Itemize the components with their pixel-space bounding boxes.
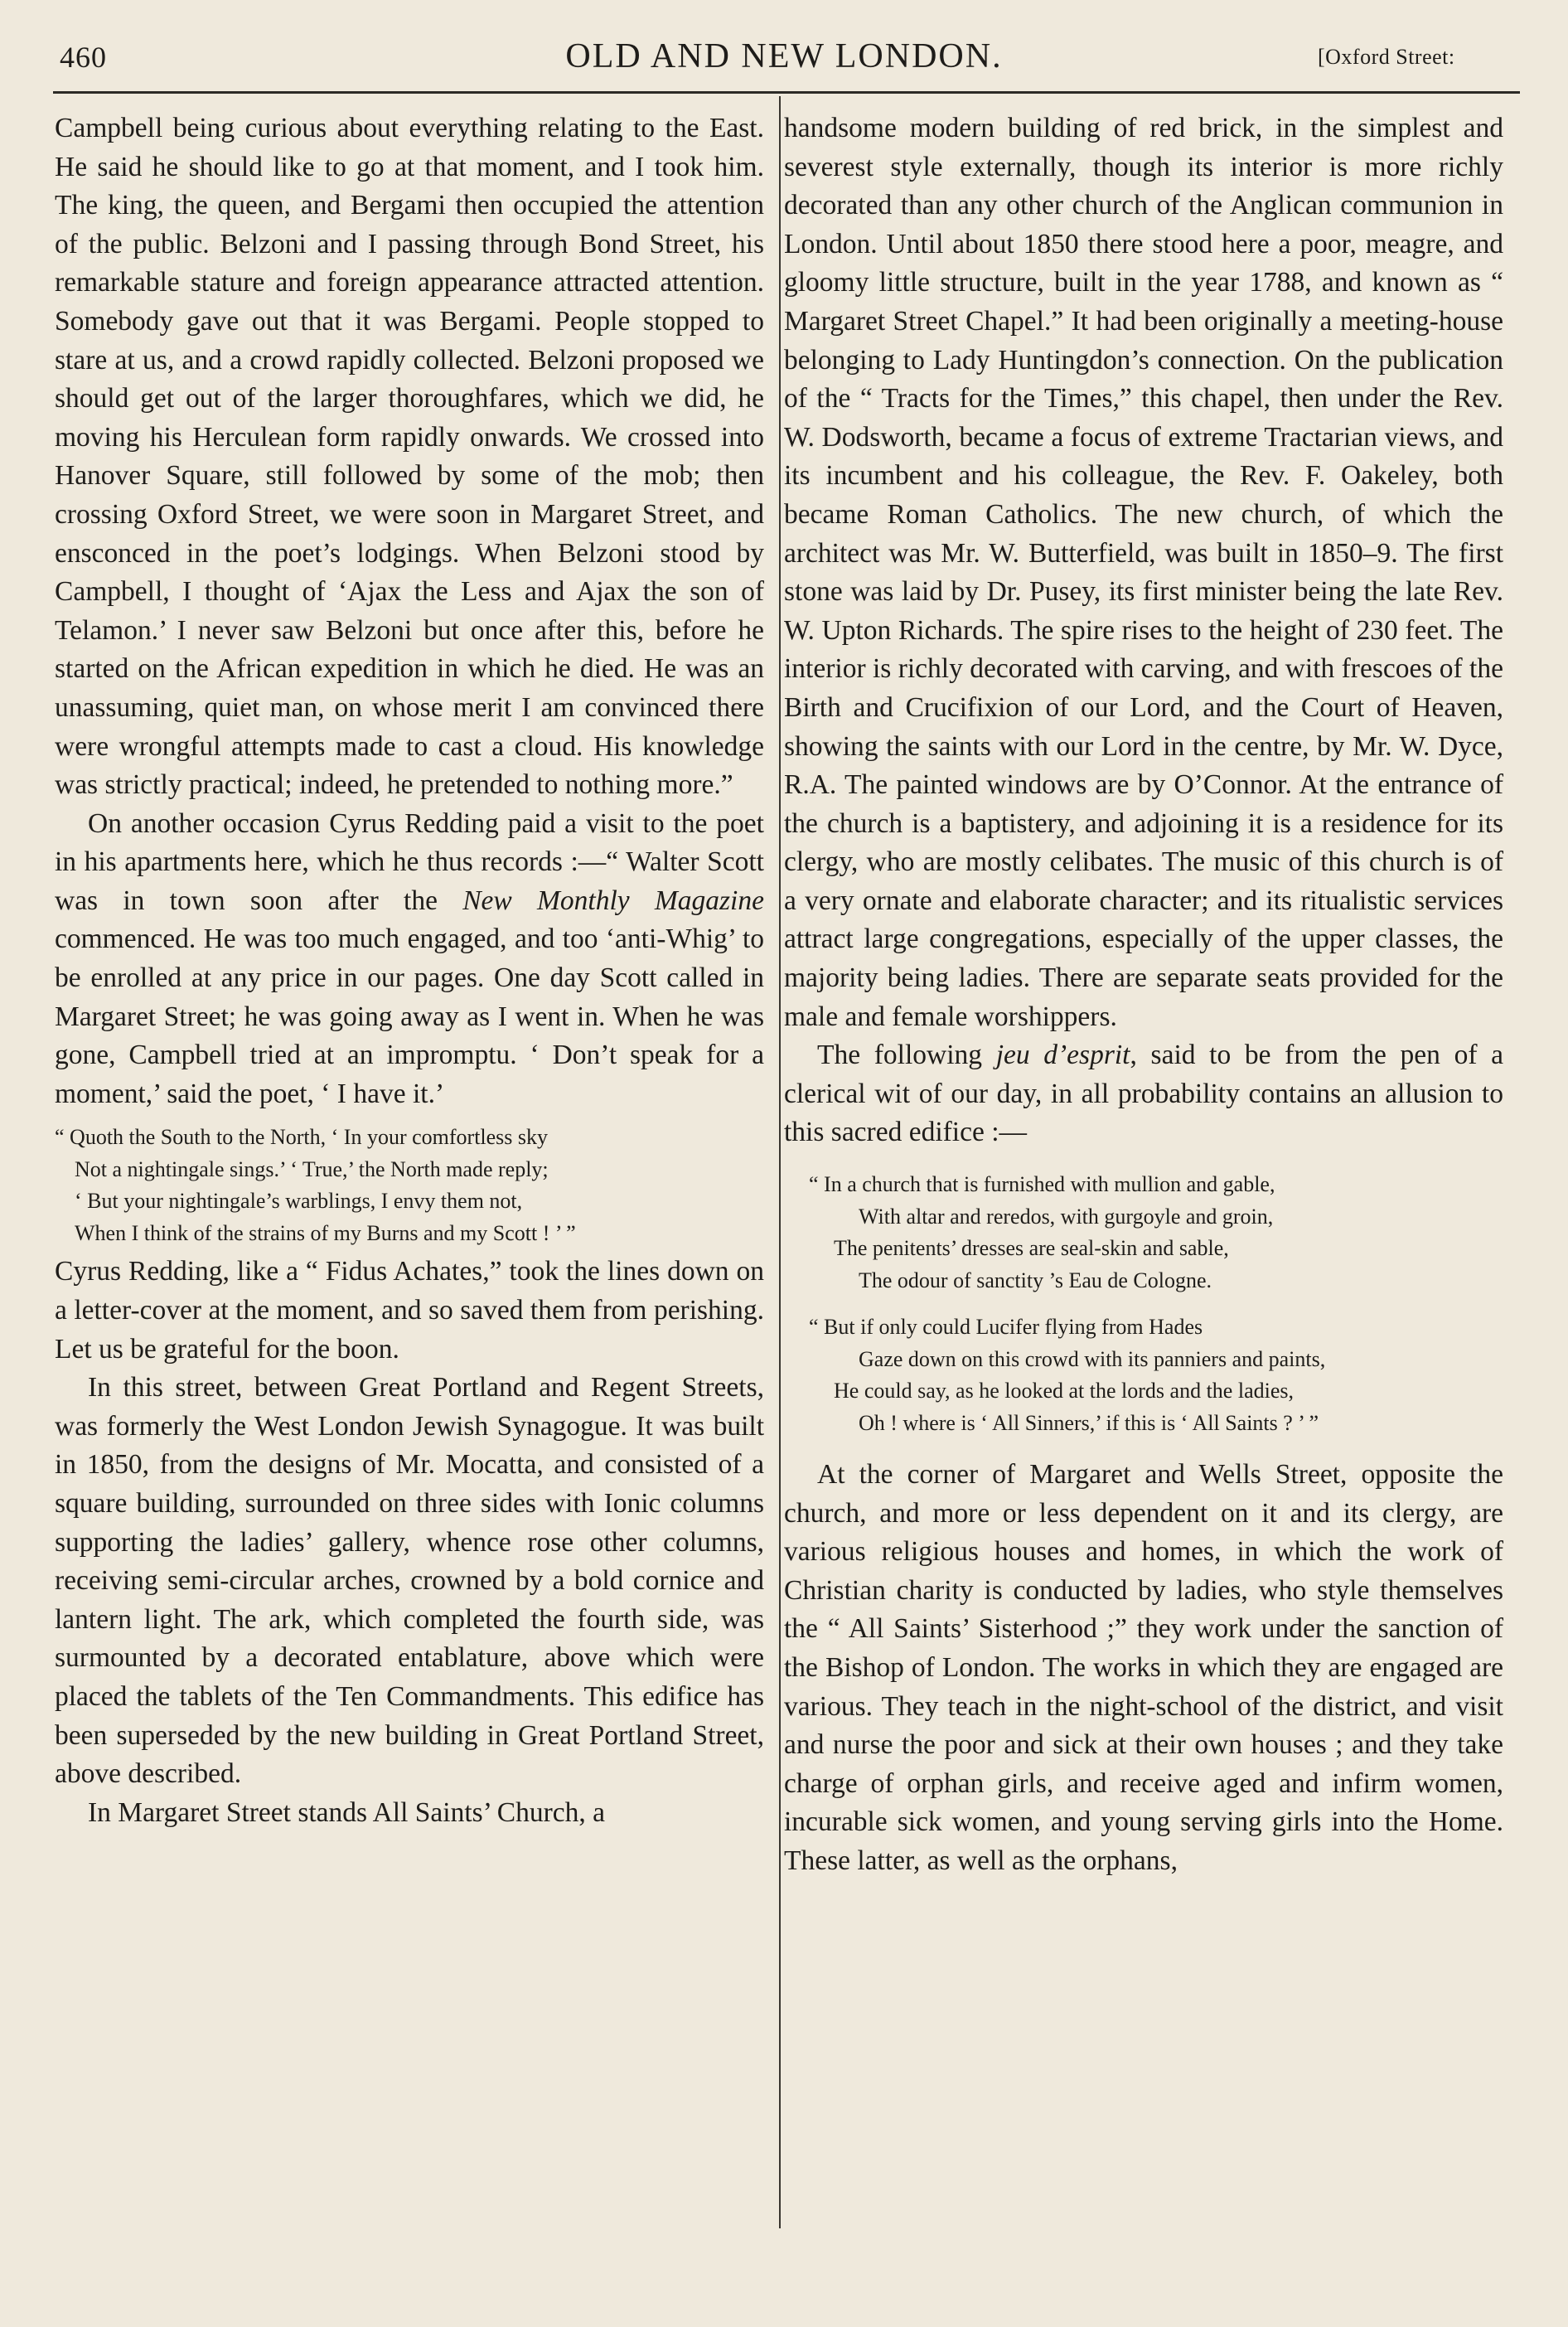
left-column (55, 109, 764, 1832)
header-rule (53, 91, 1520, 94)
paragraph: In this street, between Great Portland and Regent Streets, was formerly the West London Jewish Synagogue. It was built in 1850, from the designs of Mr. Mocatta, and consisted of a square building, surrounded on three sides with Ionic columns supporting the ladies’ gallery, whence rose other columns, receiving semi-circular arches, crowned by a bold cornice and lantern light. The ark, which completed the fourth side, was surmounted by a decorated entablature, above which were placed the tablets of the Ten Commandments. This edifice has been superseded by the new building in Great Portland Street, above described. (55, 1372, 764, 1790)
page-header (0, 0, 1568, 99)
paragraph (784, 1036, 1503, 1152)
verse-line: “ But if only could Lucifer flying from Hades (809, 1315, 1203, 1340)
verse-line: The penitents’ dresses are seal-skin and sable, (834, 1236, 1229, 1261)
right-column (784, 109, 1503, 1881)
stanza-break (809, 1297, 1503, 1311)
verse-line: “ In a church that is furnished with mullion and gable, (809, 1172, 1275, 1197)
verse-line: The odour of sanctity ’s Eau de Cologne. (859, 1268, 1212, 1292)
verse-quotation (809, 1169, 1503, 1439)
verse-line: Not a nightingale sings.’ ‘ True,’ the North made reply; (75, 1156, 549, 1181)
paragraph: In Margaret Street stands All Saints’ Church, a (88, 1796, 605, 1828)
section-marker: [Oxford Street: (1318, 45, 1455, 69)
text-span: On another occasion Cyrus Redding paid a visit to the poet in his apartments here, which he thus records :—“ Walter Scott was in town soon after the (55, 807, 764, 916)
paragraph: At the corner of Margaret and Wells Street, opposite the church, and more or less dependent on it and its clergy, are various religious houses and homes, in which the work of Christian charity is conducted by ladies, who style themselves the “ All Saints’ Sisterhood ;” they work under the sanction of the Bishop of London. The works in which they are engaged are various. They teach in the night-school of the district, and visit and nurse the poor and sick at their own houses ; and they take charge of orphan girls, and receive aged and infirm women, incurable sick women, and young serving girls into the Home. These latter, as well as the orphans, (784, 1459, 1503, 1876)
paragraph: Campbell being curious about everything relating to the East. He said he should like to go at that moment, and I took him. The king, the queen, and Bergami then occupied the attention of the public. Belzoni and I passing through Bond Street, his remarkable stature and foreign appearance attracted attention. Somebody gave out that it was Bergami. People stopped to stare at us, and a crowd rapidly collected. Belzoni proposed we should get out of the larger thoroughfares, which we did, he moving his Herculean form rapidly onwards. We crossed into Hanover Square, still followed by some of the mob; then crossing Oxford Street, we were soon in Margaret Street, and ensconced in the poet’s lodgings. When Belzoni stood by Campbell, I thought of ‘Ajax the Less and Ajax the son of Telamon.’ I never saw Belzoni but once after this, before he started on the African expedition in which he died. He was an unassuming, quiet man, on whose merit I am convinced there were wrongful attempts made to cast a cloud. His knowledge was strictly practical; indeed, he pretended to nothing more.” (55, 113, 764, 801)
verse-line: With altar and reredos, with gurgoyle and groin, (859, 1204, 1274, 1229)
text-span: commenced. He was too much engaged, and too ‘anti-Whig’ to be enrolled at any price in our pages. One day Scott called in Margaret Street; he was going away as I went in. When he was gone, Campbell tried at an impromptu. ‘ Don’t speak for a moment,’ said the poet, ‘ I have it.’ (55, 924, 764, 1109)
verse-line: ‘ But your nightingale’s warblings, I envy them not, (75, 1189, 523, 1214)
running-title: OLD AND NEW LONDON. (565, 37, 1003, 75)
verse-line: When I think of the strains of my Burns and my Scott ! ’ ” (75, 1220, 576, 1245)
verse-line: Oh ! where is ‘ All Sinners,’ if this is ‘ All Saints ? ’ ” (859, 1410, 1319, 1435)
verse-quotation (55, 1122, 764, 1249)
page-number: 460 (60, 41, 107, 74)
paragraph (55, 805, 764, 1114)
text-span: , said to be from the pen of a clerical wit of our day, in all probability contains an allusion to this sacred edifice :— (784, 1040, 1504, 1148)
text-span: The following (817, 1040, 996, 1071)
verse-line: Gaze down on this crowd with its panniers and paints, (859, 1346, 1326, 1371)
verse-line: He could say, as he looked at the lords and the ladies, (834, 1379, 1294, 1403)
paragraph: Cyrus Redding, like a “ Fidus Achates,” took the lines down on a letter-cover at the moment, and so saved them from perishing. Let us be grateful for the boon. (55, 1256, 764, 1365)
verse-line: “ Quoth the South to the North, ‘ In your comfortless sky (55, 1125, 549, 1150)
magazine-title: New Monthly Magazine (462, 885, 764, 916)
column-divider (779, 96, 781, 2228)
paragraph: handsome modern building of red brick, in the simplest and severest style externally, though its interior is more richly decorated than any other church of the Anglican communion in London. Until about 1850 there stood here a poor, meagre, and gloomy little structure, built in the year 1788, and known as “ Margaret Street Chapel.” It had been originally a meeting-house belonging to Lady Huntingdon’s connection. On the publication of the “ Tracts for the Times,” this chapel, then under the Rev. W. Dodsworth, became a focus of extreme Tractarian views, and its incumbent and his colleague, the Rev. F. Oakeley, both became Roman Catholics. The new church, of which the architect was Mr. W. Butterfield, was built in 1850–9. The first stone was laid by Dr. Pusey, its first minister being the late Rev. W. Upton Richards. The spire rises to the height of 230 feet. The interior is richly decorated with carving, and with frescoes of the Birth and Crucifixion of our Lord, and the Court of Heaven, showing the saints with our Lord in the centre, by Mr. W. Dyce, R.A. The painted windows are by O’Connor. At the entrance of the church is a baptistery, and adjoining it is a residence for its clergy, who are mostly celibates. The music of this church is of a very ornate and elaborate character; and its ritualistic services attract large congregations, especially of the upper classes, the majority being ladies. There are separate seats provided for the male and female worshippers. (784, 113, 1503, 1032)
italic-phrase: jeu d’esprit (995, 1040, 1130, 1071)
